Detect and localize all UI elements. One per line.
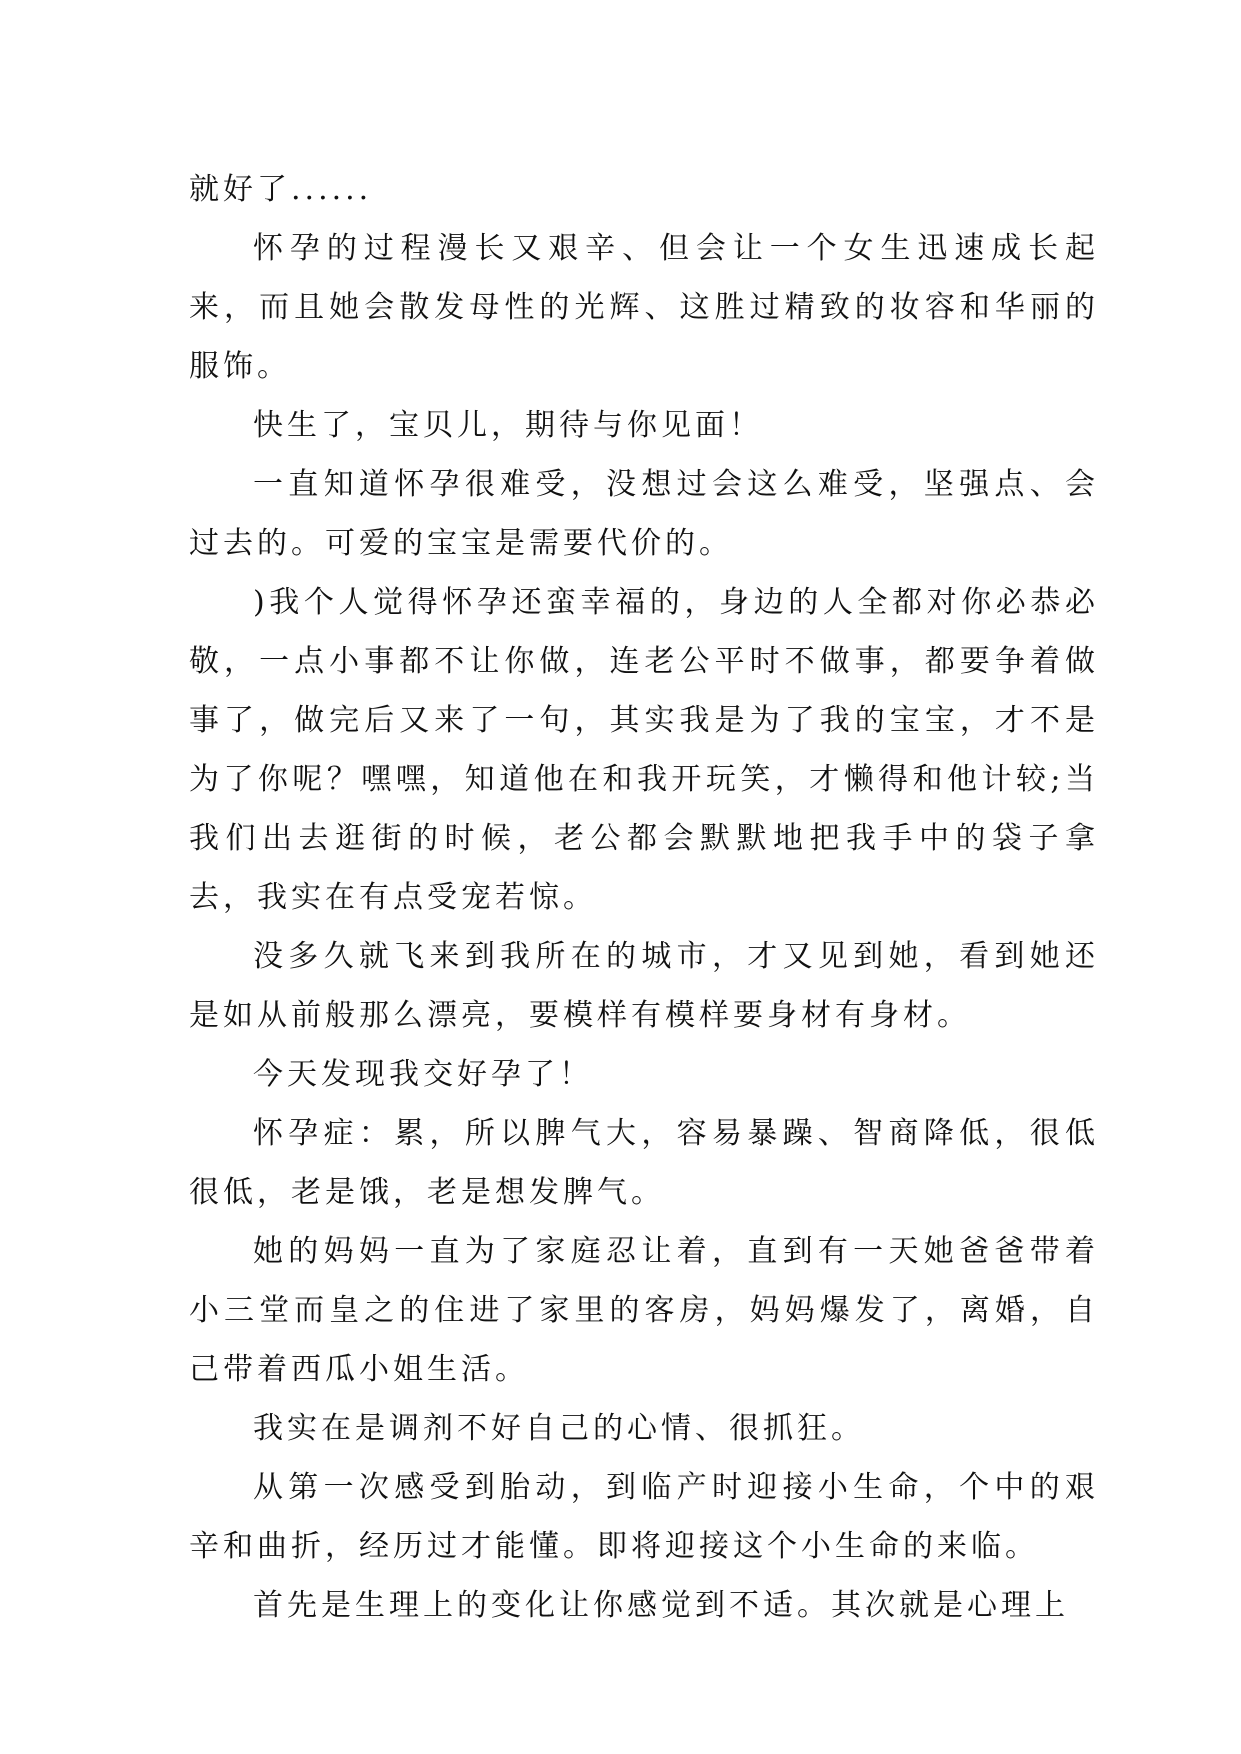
paragraph: 没多久就飞来到我所在的城市，才又见到她，看到她还是如从前般那么漂亮，要模样有模样要身材有身材。 (189, 939, 1099, 1033)
paragraph: 就好了...... (189, 172, 373, 207)
paragraph: 从第一次感受到胎动，到临产时迎接小生命，个中的艰辛和曲折，经历过才能懂。即将迎接这个小生命的来临。 (189, 1470, 1099, 1564)
paragraph: 快生了，宝贝儿，期待与你见面！ (253, 408, 763, 443)
paragraph: 怀孕的过程漫长又艰辛、但会让一个女生迅速成长起来，而且她会散发母性的光辉、这胜过精致的妆容和华丽的服饰。 (189, 231, 1099, 384)
paragraph: 一直知道怀孕很难受，没想过会这么难受，坚强点、会过去的。可爱的宝宝是需要代价的。 (189, 467, 1099, 561)
paragraph: 首先是生理上的变化让你感觉到不适。其次就是心理上 (253, 1588, 1069, 1623)
paragraph: 她的妈妈一直为了家庭忍让着，直到有一天她爸爸带着小三堂而皇之的住进了家里的客房，妈妈爆发了，离婚，自己带着西瓜小姐生活。 (189, 1234, 1099, 1387)
paragraph: 怀孕症：累，所以脾气大，容易暴躁、智商降低，很低很低，老是饿，老是想发脾气。 (189, 1116, 1099, 1210)
paragraph: 今天发现我交好孕了！ (253, 1057, 593, 1092)
paragraph: 我实在是调剂不好自己的心情、很抓狂。 (253, 1411, 865, 1446)
document-body (189, 160, 1099, 1635)
paragraph: )我个人觉得怀孕还蛮幸福的，身边的人全都对你必恭必敬，一点小事都不让你做，连老公平时不做事，都要争着做事了，做完后又来了一句，其实我是为了我的宝宝，才不是为了你呢？嘿嘿，知道他在和我开玩笑，才懒得和他计较;当我们出去逛街的时候，老公都会默默地把我手中的袋子拿去，我实在有点受宠若惊。 (189, 585, 1099, 915)
